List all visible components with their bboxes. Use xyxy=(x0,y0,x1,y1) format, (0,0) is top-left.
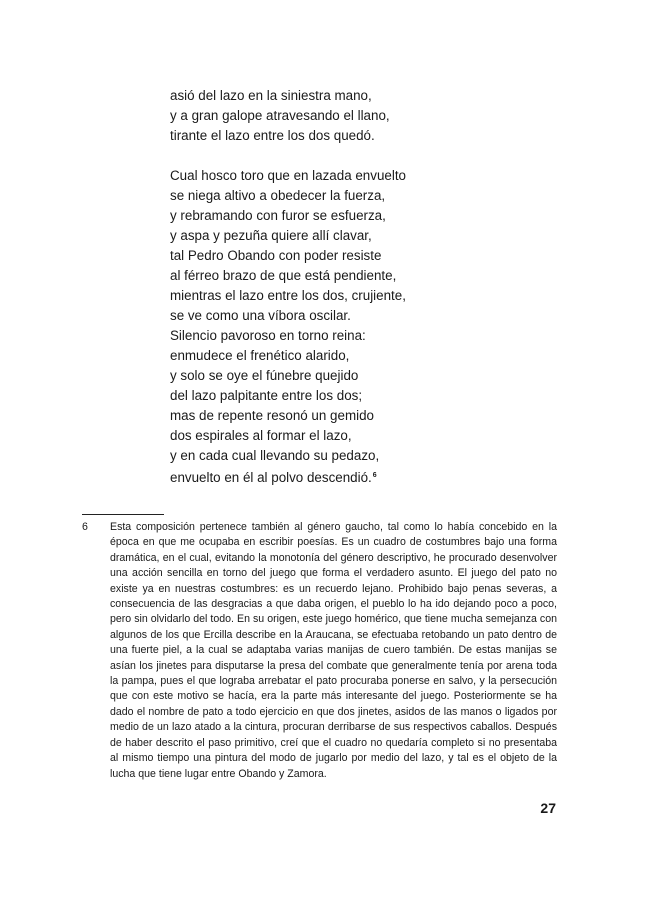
poem-line: y solo se oye el fúnebre quejido xyxy=(170,368,359,383)
footnote-separator xyxy=(82,514,164,515)
stanza-gap xyxy=(170,146,470,166)
poem-line: del lazo palpitante entre los dos; xyxy=(170,388,363,403)
poem-line: Silencio pavoroso en torno reina: xyxy=(170,328,366,343)
poem-line: asió del lazo en la siniestra mano, xyxy=(170,88,372,103)
poem-line: tal Pedro Obando con poder resiste xyxy=(170,248,382,263)
poem-line-text: envuelto en él al polvo descendió. xyxy=(170,470,372,485)
poem-line: mientras el lazo entre los dos, crujiente, xyxy=(170,288,406,303)
poem-line: dos espirales al formar el lazo, xyxy=(170,428,352,443)
poem-line: y a gran galope atravesando el llano, xyxy=(170,108,390,123)
footnote xyxy=(82,520,557,782)
poem-line: y rebramando con furor se esfuerza, xyxy=(170,208,386,223)
poem-line: se ve como una víbora oscilar. xyxy=(170,308,351,323)
poem-line: y en cada cual llevando su pedazo, xyxy=(170,448,380,463)
poem-line: tirante el lazo entre los dos quedó. xyxy=(170,128,375,143)
poem-line: mas de repente resonó un gemido xyxy=(170,408,374,423)
poem-line: se niega altivo a obedecer la fuerza, xyxy=(170,188,386,203)
poem-line: Cual hosco toro que en lazada envuelto xyxy=(170,168,406,183)
poem-line: y aspa y pezuña quiere allí clavar, xyxy=(170,228,372,243)
poem-stanza-2 xyxy=(170,166,470,488)
poem-line-last xyxy=(170,466,470,488)
poem-stanza-1 xyxy=(170,86,470,146)
footnote-text: Esta composición pertenece también al género gaucho, tal como lo había concebido en la época en que me ocupaba en escribir poesías. Es un cuadro de costumbres bajo una forma dramática, en el cual, evitando la monotonía del género descriptivo, he procurado desenvolver una acción sencilla en torno del juego que forma el verdadero asunto. El juego del pato no existe ya en nuestras costumbres: es un recuerdo lejano. Prohibido bajo penas severas, a consecuencia de las desgracias a que daba origen, el pueblo lo ha ido dejando poco a poco, pero sin olvidarlo del todo. En su origen, este juego homérico, que tiene mucha semejanza con algunos de los que Ercilla describe en la Araucana, se efectuaba retobando un pato dentro de una fuerte piel, a la cual se adaptaba varias manijas de cuero también. De estas manijas se asían los jinetes para disputarse la presa del combate que generalmente tenía por arena toda la pampa, pues el que lograba arrebatar el pato procuraba ponerse en salvo, y la persecución que con este motivo se hacía, era la parte más interesante del juego. Posteriormente se ha dado el nombre de pato a todo ejercicio en que dos jinetes, asidos de las manos o ligados por medio de un lazo atado a la cintura, procuran derribarse de sus respectivos caballos. Después de haber descrito el paso primitivo, creí que el cuadro no quedaría completo si no presentaba al mismo tiempo una pintura del modo de jugarlo por medio del lazo, y tal es el objeto de la lucha que tiene lugar entre Obando y Zamora. xyxy=(110,521,557,780)
poem xyxy=(170,86,470,488)
footnote-number: 6 xyxy=(82,521,88,533)
footnote-reference[interactable]: 6 xyxy=(372,472,377,479)
page-number: 27 xyxy=(540,800,556,816)
poem-line: enmudece el frenético alarido, xyxy=(170,348,350,363)
poem-line: al férreo brazo de que está pendiente, xyxy=(170,268,397,283)
